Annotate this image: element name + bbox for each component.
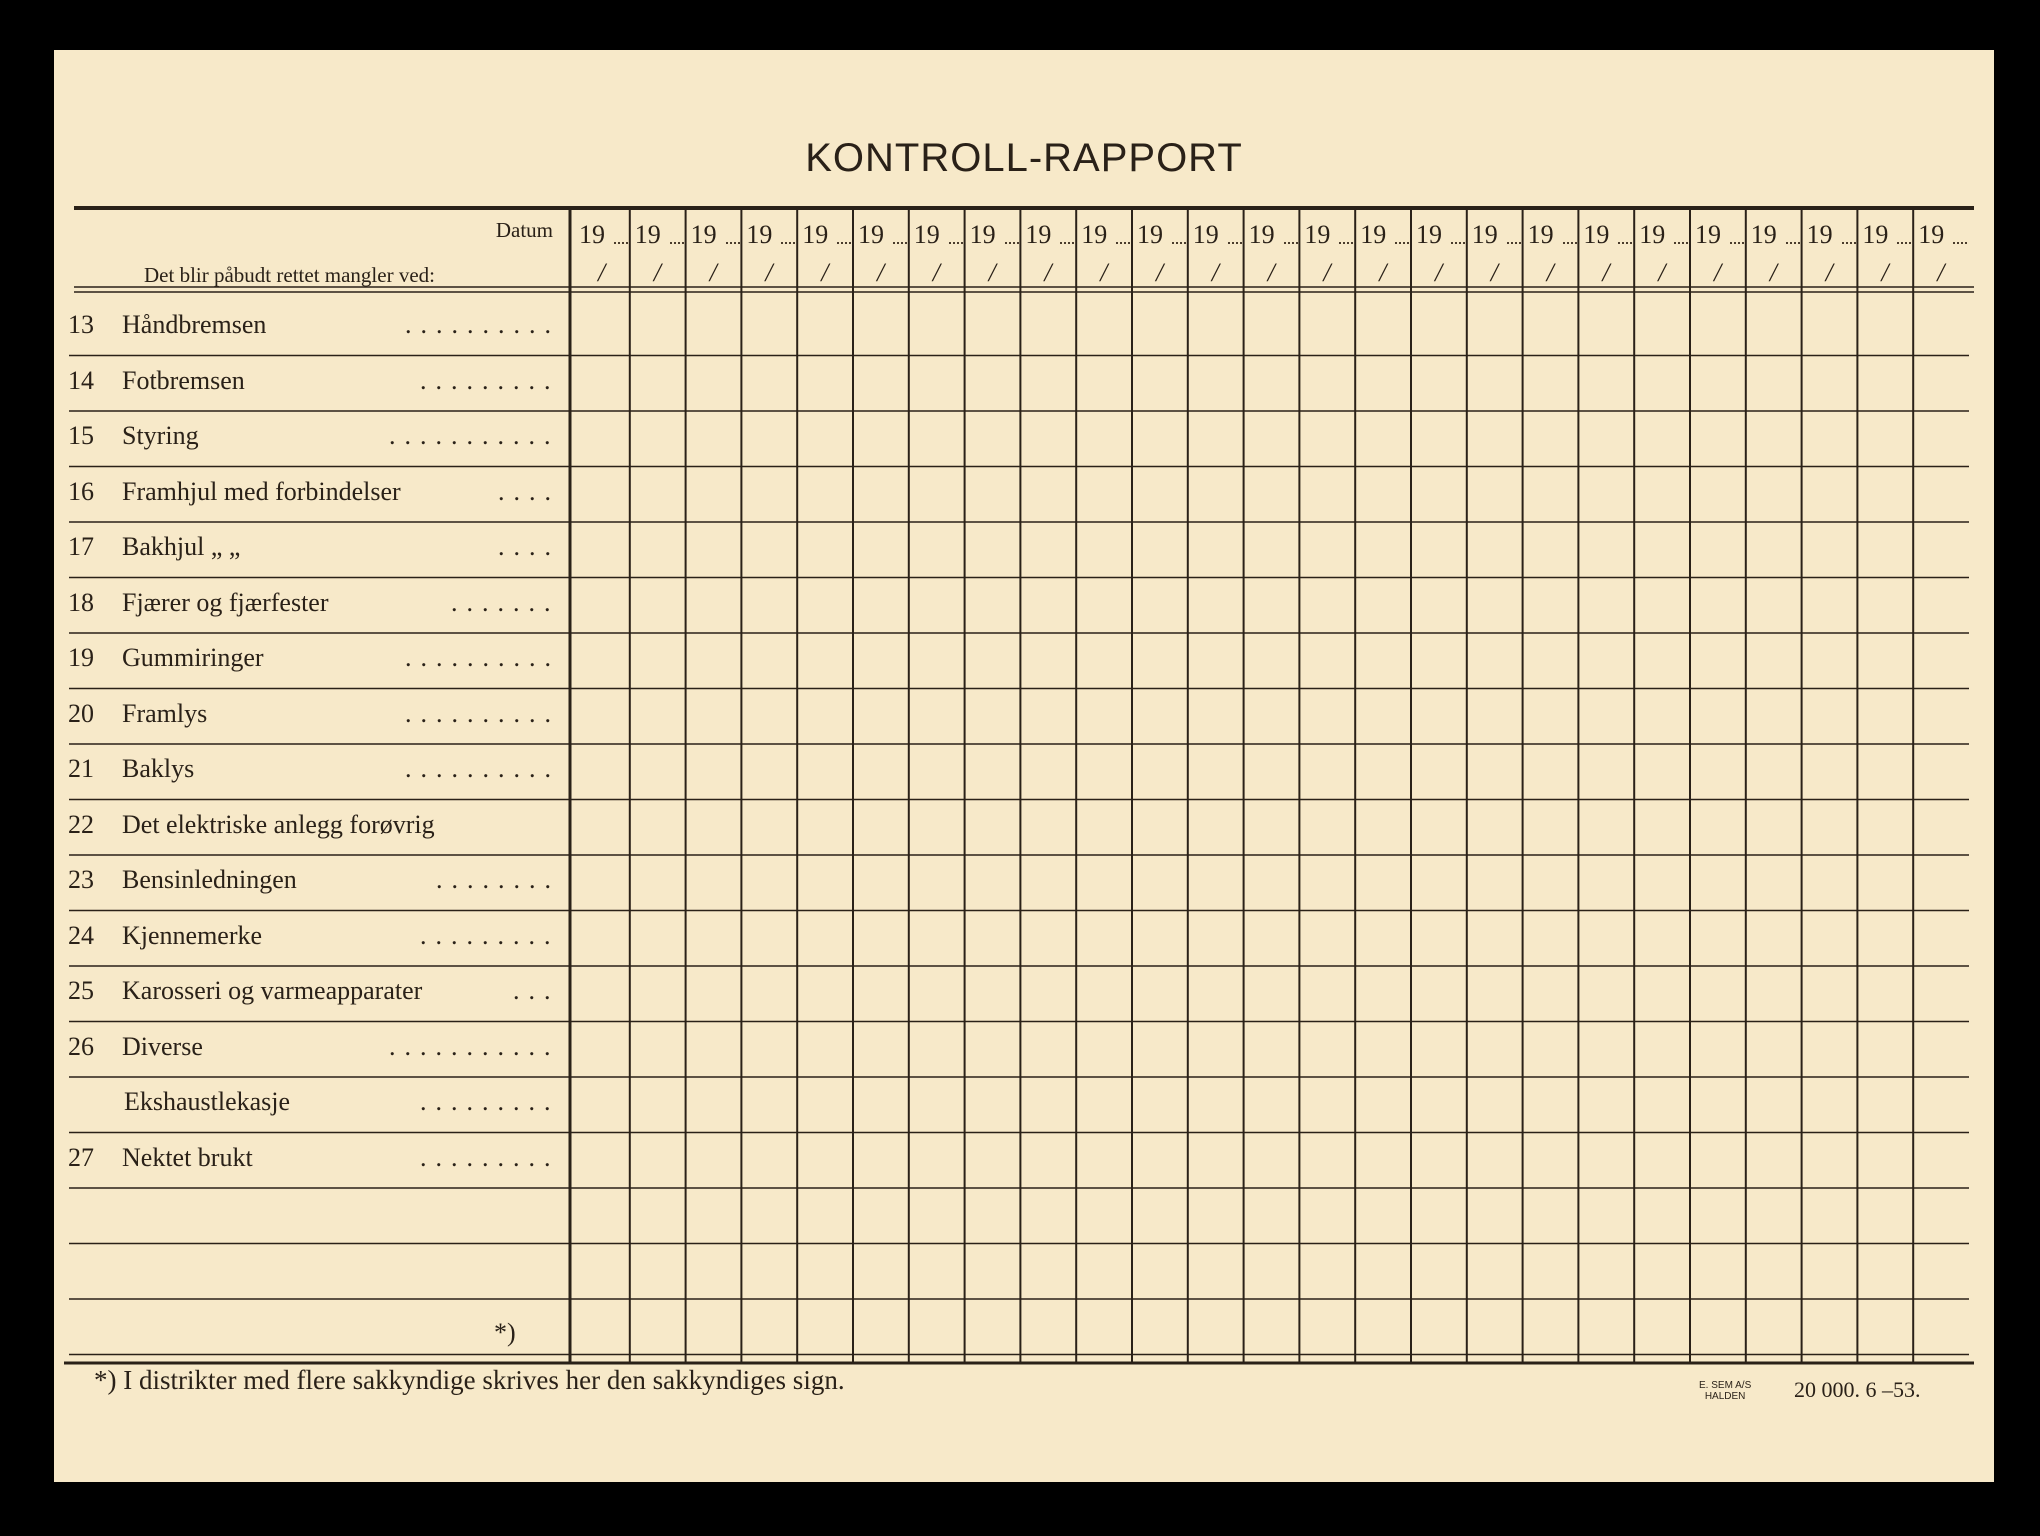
date-year-blank	[1507, 242, 1521, 244]
date-year-prefix: 19	[913, 220, 940, 249]
date-slash: /	[1714, 258, 1722, 287]
datum-label: Datum	[495, 218, 553, 242]
defect-row-label	[68, 421, 199, 451]
date-cell[interactable]	[1188, 218, 1244, 288]
date-cell[interactable]	[797, 218, 853, 288]
date-cell[interactable]	[1467, 218, 1523, 288]
date-year-blank	[1953, 242, 1967, 244]
date-year-prefix: 19	[1527, 220, 1554, 249]
defect-number: 26	[68, 1031, 94, 1061]
inspection-card	[54, 50, 1994, 1482]
date-slash: /	[932, 258, 941, 287]
date-year-blank	[1786, 242, 1800, 244]
date-year-blank	[893, 242, 907, 244]
defect-row-label	[68, 588, 329, 618]
date-year-prefix: 19	[746, 220, 773, 249]
signature-marker: *)	[494, 1318, 516, 1347]
defect-name: Gummiringer	[122, 643, 264, 672]
date-year-blank	[1451, 242, 1465, 244]
date-slash: /	[1769, 258, 1778, 287]
date-cell[interactable]	[1857, 218, 1913, 288]
date-year-prefix: 19	[1695, 220, 1721, 249]
date-cell[interactable]	[1634, 218, 1690, 288]
date-cell[interactable]	[853, 218, 909, 288]
defect-number: 24	[68, 920, 94, 950]
date-year-blank	[949, 242, 963, 244]
date-year-blank	[781, 242, 795, 244]
defect-number: 17	[68, 532, 94, 561]
date-cell[interactable]	[1355, 218, 1411, 288]
defect-name: Karosseri og varmeapparater	[122, 976, 423, 1005]
date-year-blank	[1060, 242, 1074, 244]
date-slash: /	[1546, 258, 1554, 287]
defect-row-label	[68, 921, 262, 951]
leader-dots: .........	[420, 1087, 560, 1116]
date-slash: /	[598, 258, 606, 287]
defect-number: 20	[68, 698, 94, 728]
date-cell[interactable]	[1523, 218, 1579, 288]
date-cell[interactable]	[574, 218, 630, 288]
date-year-prefix: 19	[1639, 220, 1666, 249]
date-slash: /	[1044, 258, 1052, 287]
leader-dots: ..........	[405, 643, 560, 672]
defect-row-label	[68, 366, 245, 396]
defect-number: 25	[68, 976, 94, 1005]
date-slash: /	[1211, 258, 1220, 287]
date-cell[interactable]	[1746, 218, 1802, 288]
form-title: KONTROLL-RAPPORT	[805, 136, 1243, 180]
date-year-prefix: 19	[1918, 220, 1945, 249]
defect-row-label	[68, 1032, 203, 1062]
date-slash: /	[1490, 258, 1499, 287]
defect-row-label	[68, 754, 194, 784]
date-year-prefix: 19	[579, 220, 605, 249]
date-cell[interactable]	[686, 218, 742, 288]
date-year-prefix: 19	[1192, 220, 1219, 249]
date-cell[interactable]	[1802, 218, 1858, 288]
date-slash: /	[1435, 258, 1443, 287]
date-year-prefix: 19	[1806, 220, 1833, 249]
defect-row-label	[68, 310, 266, 340]
date-cell[interactable]	[741, 218, 797, 288]
leader-dots: ....	[498, 532, 560, 561]
leader-dots: ...........	[389, 421, 560, 450]
date-cell[interactable]	[1132, 218, 1188, 288]
leader-dots: ...	[513, 976, 560, 1005]
date-year-blank	[1897, 242, 1911, 244]
date-year-prefix: 19	[1081, 220, 1108, 249]
defect-name: Fjærer og fjærfester	[122, 587, 329, 617]
defect-number: 14	[68, 365, 94, 395]
date-year-blank	[1563, 242, 1577, 244]
date-slash: /	[1881, 258, 1889, 287]
date-slash: /	[1602, 258, 1610, 287]
leader-dots: ....	[498, 476, 560, 506]
defect-name: Baklys	[122, 754, 195, 783]
date-year-blank	[1618, 242, 1632, 244]
date-cell[interactable]	[1578, 218, 1634, 288]
date-cell[interactable]	[1690, 218, 1746, 288]
date-year-blank	[1005, 242, 1019, 244]
leader-dots: ...........	[389, 1031, 560, 1061]
defect-row-label	[68, 699, 207, 729]
print-code: 20 000. 6 –53.	[1794, 1377, 1921, 1402]
date-slash: /	[1100, 258, 1108, 287]
date-year-prefix: 19	[634, 220, 661, 249]
defect-name: Framhjul med forbindelser	[122, 476, 401, 506]
defect-name: Kjennemerke	[122, 920, 263, 950]
printer-mark	[1699, 1380, 1751, 1402]
date-year-prefix: 19	[1862, 220, 1889, 249]
date-year-blank	[1842, 242, 1856, 244]
date-year-prefix: 19	[1025, 220, 1052, 249]
leader-dots: .......	[451, 587, 560, 617]
date-year-blank	[1339, 242, 1353, 244]
defect-row-label	[68, 1087, 290, 1117]
leader-dots: .........	[420, 1142, 560, 1172]
date-cell[interactable]	[909, 218, 965, 288]
date-year-blank	[1284, 242, 1298, 244]
date-slash: /	[988, 258, 996, 287]
defect-name: Nektet brukt	[122, 1142, 253, 1172]
date-slash: /	[1379, 258, 1387, 287]
date-year-blank	[837, 242, 851, 244]
footnote: *) I distrikter med flere sakkyndige skrives her den sakkyndiges sign.	[94, 1365, 845, 1395]
date-cell[interactable]	[1076, 218, 1132, 288]
date-slash: /	[709, 258, 717, 287]
date-year-prefix: 19	[1137, 220, 1163, 249]
defect-row-label	[68, 1143, 253, 1173]
date-year-prefix: 19	[969, 220, 996, 249]
date-year-prefix: 19	[1750, 220, 1777, 249]
defect-name: Ekshaustlekasje	[124, 1087, 291, 1116]
date-year-blank	[1228, 242, 1242, 244]
date-cell[interactable]	[1020, 218, 1076, 288]
defect-name: Framlys	[122, 698, 208, 728]
printer-name: E. SEM A/S	[1699, 1380, 1752, 1391]
date-slash: /	[1156, 258, 1164, 287]
date-year-prefix: 19	[1360, 220, 1387, 249]
date-year-prefix: 19	[690, 220, 717, 249]
date-slash: /	[821, 258, 829, 287]
date-cell[interactable]	[1299, 218, 1355, 288]
date-year-blank	[1395, 242, 1409, 244]
defect-row-label	[68, 865, 297, 895]
date-year-blank	[670, 242, 684, 244]
date-cell[interactable]	[1913, 218, 1969, 288]
date-slash: /	[653, 258, 662, 287]
date-year-prefix: 19	[1304, 220, 1331, 249]
date-year-blank	[1730, 242, 1744, 244]
date-slash: /	[1658, 258, 1666, 287]
defect-number: 16	[68, 476, 94, 506]
defect-number: 22	[68, 809, 94, 839]
defect-name: Håndbremsen	[122, 310, 267, 339]
date-slash: /	[1825, 258, 1833, 287]
mangler-label: Det blir påbudt rettet mangler ved:	[144, 263, 435, 287]
date-year-blank	[1172, 242, 1186, 244]
date-year-blank	[726, 242, 740, 244]
leader-dots: .........	[420, 365, 560, 395]
leader-dots: ..........	[405, 698, 560, 728]
date-year-prefix: 19	[1471, 220, 1498, 249]
date-year-prefix: 19	[1416, 220, 1442, 249]
defect-number: 27	[68, 1142, 94, 1172]
defect-number: 23	[68, 865, 94, 894]
date-year-prefix: 19	[1583, 220, 1610, 249]
defect-number: 19	[68, 643, 94, 672]
date-year-blank	[1116, 242, 1130, 244]
defect-number: 13	[68, 310, 94, 339]
defect-name: Styring	[122, 421, 199, 450]
defect-row-label	[68, 643, 264, 673]
date-slash: /	[1937, 258, 1945, 287]
date-slash: /	[877, 258, 885, 287]
leader-dots: ........	[436, 865, 560, 894]
defect-name: Diverse	[122, 1031, 203, 1061]
defect-number: 18	[68, 587, 94, 617]
printer-city: HALDEN	[1704, 1391, 1746, 1402]
date-cell[interactable]	[1244, 218, 1300, 288]
date-slash: /	[765, 258, 773, 287]
defect-name: Fotbremsen	[122, 365, 245, 395]
defect-row-label	[68, 477, 401, 507]
defect-name: Bakhjul „ „	[122, 532, 241, 561]
date-slash: /	[1323, 258, 1331, 287]
date-cell[interactable]	[1411, 218, 1467, 288]
date-year-prefix: 19	[1248, 220, 1275, 249]
defect-number: 21	[68, 754, 94, 783]
defect-name: Bensinledningen	[122, 865, 297, 894]
date-cell[interactable]	[630, 218, 686, 288]
date-year-blank	[614, 242, 628, 244]
leader-dots: ..........	[405, 310, 560, 339]
defect-row-label	[68, 976, 422, 1006]
date-slash: /	[1267, 258, 1275, 287]
date-year-prefix: 19	[802, 220, 829, 249]
leader-dots: ..........	[405, 754, 560, 783]
defect-name: Det elektriske anlegg forøvrig	[122, 809, 435, 839]
defect-row-label	[68, 532, 240, 562]
defect-row-label	[68, 810, 435, 840]
defect-number: 15	[68, 421, 94, 450]
date-cell[interactable]	[965, 218, 1021, 288]
leader-dots: .........	[420, 920, 560, 950]
date-year-blank	[1674, 242, 1688, 244]
date-year-prefix: 19	[858, 220, 884, 249]
